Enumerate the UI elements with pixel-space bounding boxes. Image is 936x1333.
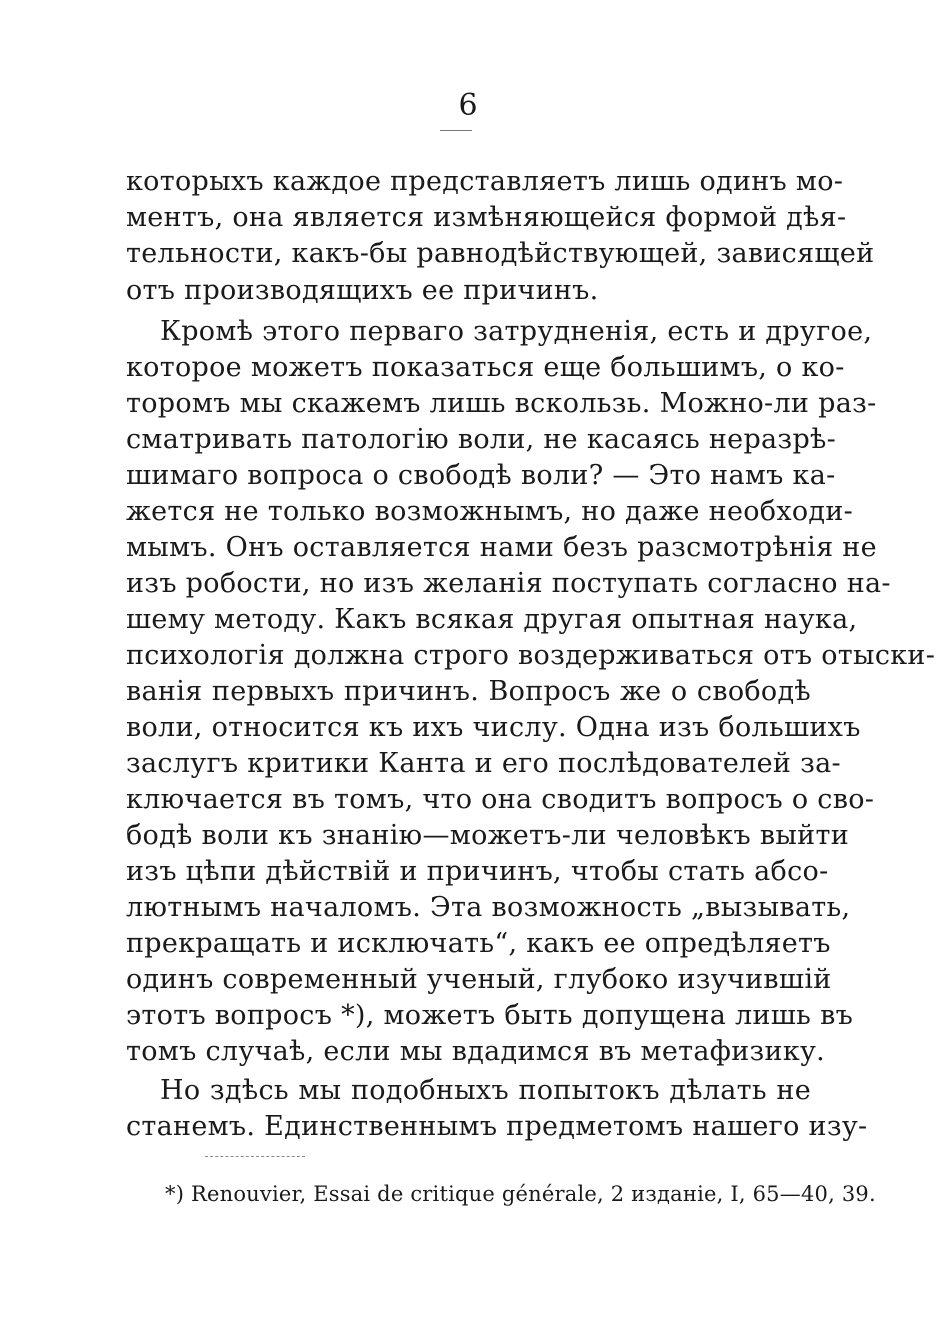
text-line: ключается въ томъ, что она сводитъ вопросъ о сво- [126, 784, 875, 815]
text-line: станемъ. Единственнымъ предметомъ нашего изу- [126, 1111, 868, 1142]
text-line: заслугъ критики Канта и его послѣдователей за- [126, 748, 841, 779]
text-line: которое можетъ показаться еще большимъ, о ко- [126, 352, 845, 383]
text-line: изъ цѣпи дѣйствій и причинъ, чтобы стать абсо- [126, 856, 829, 887]
page-number-rule [440, 130, 472, 131]
text-line: воли, относится къ ихъ числу. Одна изъ большихъ [126, 712, 861, 743]
text-line: шему методу. Какъ всякая другая опытная наука, [126, 604, 858, 635]
paragraph-first-line: Но здѣсь мы подобныхъ попытокъ дѣлать не [160, 1075, 811, 1106]
text-line: сматривать патологію воли, не касаясь неразрѣ- [126, 424, 837, 455]
text-line: мымъ. Онъ оставляется нами безъ разсмотрѣнія не [126, 532, 877, 563]
text-line: прекращать и исключать“, какъ ее опредѣляетъ [126, 928, 831, 959]
text-line: психологія должна строго воздерживаться отъ отыски- [126, 640, 936, 671]
text-line: лютнымъ началомъ. Эта возможность „вызывать, [126, 892, 851, 923]
text-line: торомъ мы скажемъ лишь вскользь. Можно-ли раз- [126, 388, 877, 419]
text-line: отъ производящихъ ее причинъ. [126, 275, 599, 306]
text-line: одинъ современный ученый, глубоко изучившій [126, 964, 832, 995]
text-line: жется не только возможнымъ, но даже необходи- [126, 496, 854, 527]
text-line: ванія первыхъ причинъ. Вопросъ же о свободѣ [126, 676, 811, 707]
text-line: изъ робости, но изъ желанія поступать согласно на- [126, 568, 891, 599]
page-number: 6 [458, 88, 478, 123]
text-line: шимаго вопроса о свободѣ воли? — Это намъ ка- [126, 460, 836, 491]
text-line: этотъ вопросъ *), можетъ быть допущена лишь въ [126, 1000, 854, 1031]
text-line: томъ случаѣ, если мы вдадимся въ метафизику. [126, 1036, 826, 1067]
paragraph-first-line: Кромѣ этого перваго затрудненія, есть и другое, [160, 316, 873, 347]
footnote-separator [205, 1156, 305, 1157]
text-line: ментъ, она является измѣняющейся формой дѣя- [126, 202, 847, 233]
text-line: которыхъ каждое представляетъ лишь одинъ мо- [126, 166, 844, 197]
text-line: тельности, какъ-бы равнодѣйствующей, зависящей [126, 238, 875, 269]
footnote: *) Renouvier, Essai de critique générale, 2 изданіе, I, 65—40, 39. [165, 1182, 876, 1206]
text-line: бодѣ воли къ знанію—можетъ-ли человѣкъ выйти [126, 820, 849, 851]
